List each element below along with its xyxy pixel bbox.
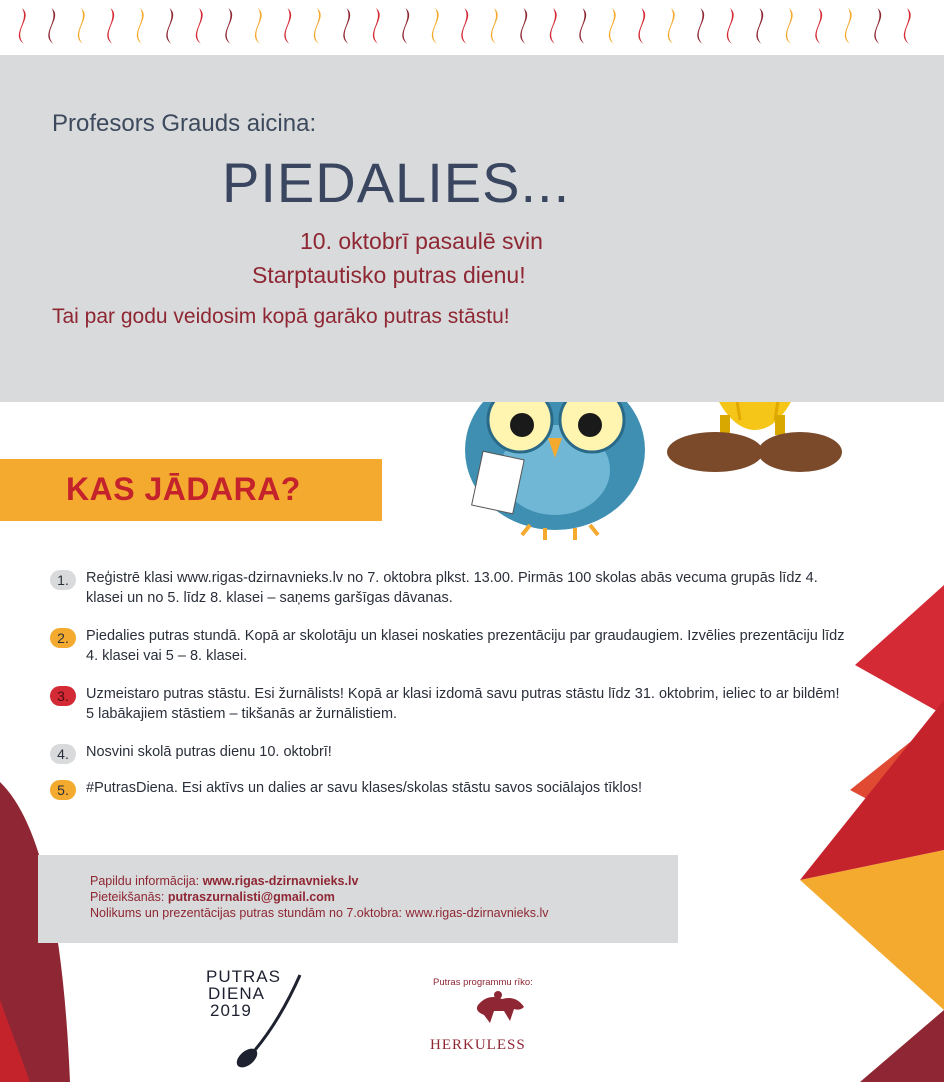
organizer-label: Putras programmu rīko:: [433, 977, 533, 988]
info-row-rules: Nolikums un prezentācijas putras stundām no 7.oktobra: www.rigas-dzirnavnieks.lv: [90, 906, 549, 920]
info-row-more: [90, 873, 678, 889]
flame-shape: [727, 8, 734, 44]
step-item: [50, 568, 850, 608]
flame-shape: [550, 8, 557, 44]
step-text: Reģistrē klasi www.rigas-dzirnavnieks.lv no 7. oktobra plkst. 13.00. Pirmās 100 skolas abās vecuma grupās līdz 4. klasei un no 5. līdz 8. klasei – saņems garšīgas dāvanas.: [86, 570, 818, 606]
flame-shape: [343, 8, 350, 44]
logo-line-diena: DIENA: [208, 984, 265, 1003]
step-number: 4.: [50, 744, 76, 764]
step-item: [50, 684, 850, 724]
flame-shape: [815, 8, 822, 44]
flame-shape: [255, 8, 262, 44]
flame-shape: [137, 8, 144, 44]
section-banner: [0, 459, 382, 521]
flame-shape: [845, 8, 852, 44]
flame-shape: [107, 8, 114, 44]
flame-shape: [697, 8, 704, 44]
step-text: Uzmeistaro putras stāstu. Esi žurnālists! Kopā ar klasi izdomā savu putras stāstu līdz 31. oktobrim, ieliec to ar bildēm! 5 labākajiem stāstiem – tikšanās ar žurnālistiem.: [86, 686, 840, 722]
info-signup-email[interactable]: putraszurnalisti@gmail.com: [167, 890, 335, 904]
step-number: 5.: [50, 780, 76, 800]
flame-shape: [579, 8, 586, 44]
flame-shape: [786, 8, 793, 44]
info-signup-label: Pieteikšanās:: [90, 890, 168, 904]
logo-line-year: 2019: [210, 1001, 252, 1020]
flame-shape: [166, 8, 173, 44]
headline: PIEDALIES...: [222, 151, 571, 214]
flame-shape: [284, 8, 291, 44]
flame-shape: [196, 8, 203, 44]
flame-shape: [461, 8, 468, 44]
logo-line-putras: PUTRAS: [206, 967, 281, 986]
info-row-signup: [90, 889, 678, 905]
flame-shape: [491, 8, 498, 44]
flame-shape: [432, 8, 439, 44]
flame-shape: [48, 8, 55, 44]
step-text: Nosvini skolā putras dienu 10. oktobrī!: [86, 744, 332, 760]
horse-rider-icon: [477, 991, 524, 1023]
step-text: Piedalies putras stundā. Kopā ar skolotāju un klasei noskaties prezentāciju par graudaugiem. Izvēlies prezentāciju līdz 4. klasei vai 5 – 8. klasei.: [86, 628, 845, 664]
flame-shape: [904, 8, 911, 44]
flame-shape: [225, 8, 232, 44]
flame-shape: [78, 8, 85, 44]
subline-event: Starptautisko putras dienu!: [252, 262, 526, 288]
step-item: [50, 778, 850, 800]
info-box: [38, 855, 678, 943]
step-item: [50, 626, 850, 666]
step-text: #PutrasDiena. Esi aktīvs un dalies ar savu klases/skolas stāstu savos sociālajos tīklos!: [86, 780, 643, 796]
subline-date: 10. oktobrī pasaulē svin: [300, 228, 543, 254]
info-more-label: Papildu informācija:: [90, 874, 203, 888]
flame-shape: [19, 8, 26, 44]
step-number: 1.: [50, 570, 76, 590]
flame-shape: [373, 8, 380, 44]
flame-shape: [609, 8, 616, 44]
herkuless-logo: HERKULESS: [430, 1037, 526, 1053]
kicker-text: Profesors Grauds aicina:: [52, 110, 317, 137]
putras-diena-logo: [206, 968, 316, 1063]
top-flame-border: [19, 8, 911, 44]
flame-shape: [874, 8, 881, 44]
subline-goal: Tai par godu veidosim kopā garāko putras stāstu!: [52, 305, 510, 328]
flame-shape: [756, 8, 763, 44]
flame-shape: [668, 8, 675, 44]
step-number: 3.: [50, 686, 76, 706]
flame-shape: [402, 8, 409, 44]
step-item: [50, 742, 850, 764]
flame-shape: [520, 8, 527, 44]
info-more-link[interactable]: www.rigas-dzirnavnieks.lv: [202, 874, 359, 888]
flame-shape: [638, 8, 645, 44]
step-number: 2.: [50, 628, 76, 648]
flame-shape: [314, 8, 321, 44]
section-banner-label: KAS JĀDARA?: [66, 471, 301, 507]
